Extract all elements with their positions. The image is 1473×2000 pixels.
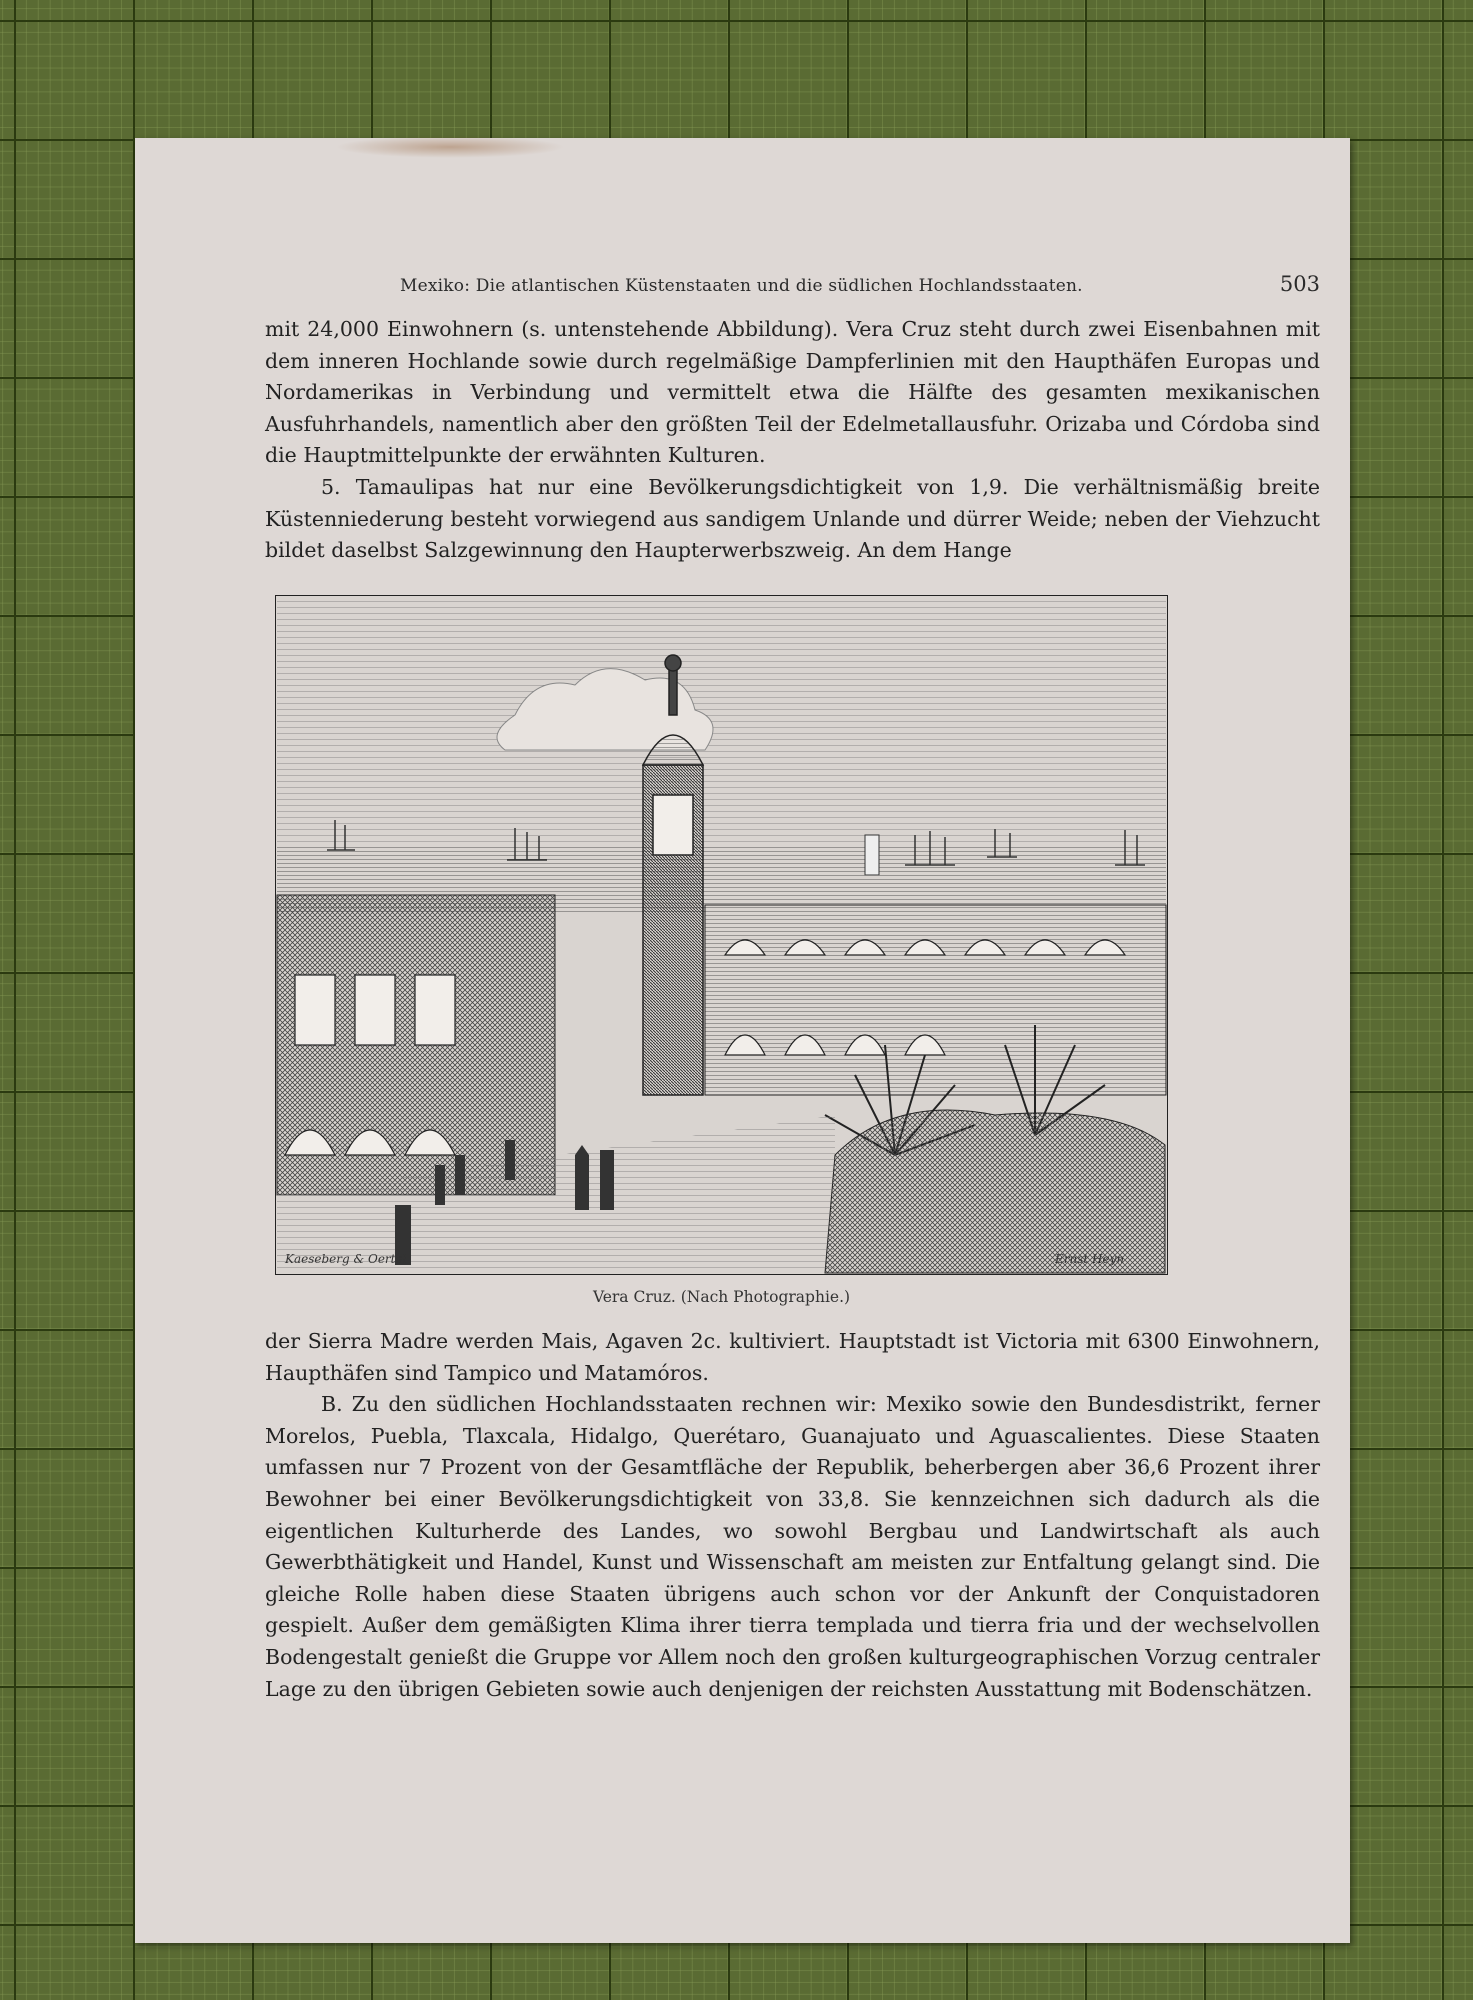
paper-stain: [335, 136, 565, 158]
paragraph: mit 24,000 Einwohnern (s. untenstehende Abbildung). Vera Cruz steht durch zwei Eisenbahnen mit dem inneren Hochlande sowie durch regelmäßige Dampferlinien mit den Haupthäfen Europas und Nordamerikas in Verbindung und vermittelt etwa die Hälfte des gesamten mexikanischen Ausfuhrhandels, namentlich aber den größten Teil der Edelmetallausfuhr. Orizaba und Córdoba sind die Hauptmittelpunkte der erwähnten Kulturen.: [265, 317, 1320, 468]
artist-signature: Ernst Heyn: [1055, 1252, 1125, 1266]
figure-caption: Vera Cruz. (Nach Photographie.): [592, 1288, 851, 1306]
paragraph: 5. Tamaulipas hat nur eine Bevölkerungsdichtigkeit von 1,9. Die verhältnismäßig breite Küstenniederung besteht vorwiegend aus sandigem Unlande und dürrer Weide; neben der Viehzucht bildet daselbst Salzgewinnung den Haupterwerbszweig. An dem Hange: [265, 474, 1320, 563]
body-text-bottom: [265, 1326, 1320, 1705]
paragraph: der Sierra Madre werden Mais, Agaven 2c. kultiviert. Hauptstadt ist Victoria mit 6300 Einwohnern, Haupthäfen sind Tampico und Matamóros.: [265, 1329, 1320, 1385]
page-number: 503: [1279, 272, 1320, 296]
engraver-signature: Kaeseberg & Oertel: [285, 1252, 407, 1266]
book-page: [135, 138, 1350, 1943]
body-text-top: [265, 314, 1320, 567]
running-title: Mexiko: Die atlantischen Küstenstaaten und die südlichen Hochlandsstaaten.: [400, 276, 1083, 296]
running-head: [400, 272, 1320, 302]
paragraph: B. Zu den südlichen Hochlandsstaaten rechnen wir: Mexiko sowie den Bundesdistrikt, ferner Morelos, Puebla, Tlaxcala, Hidalgo, Querétaro, Guanajuato und Aguascalientes. Diese Staaten umfassen nur 7 Prozent von der Gesamtfläche der Republik, beherbergen aber 36,6 Prozent ihrer Bewohner bei einer Bevölkerungsdichtigkeit von 33,8. Sie kennzeichnen sich dadurch als die eigentlichen Kulturherde des Landes, wo sowohl Bergbau und Landwirtschaft als auch Gewerbthätigkeit und Handel, Kunst und Wissenschaft am meisten zur Entfaltung gelangt sind. Die gleiche Rolle haben diese Staaten übrigens auch schon vor der Ankunft der Conquistadoren gespielt. Außer dem gemäßigten Klima ihrer tierra templada und tierra fria und der wechselvollen Bodengestalt genießt die Gruppe vor Allem noch den großen kulturgeographischen Vorzug centraler Lage zu den übrigen Gebieten sowie auch denjenigen der reichsten Ausstattung mit Bodenschätzen.: [265, 1392, 1320, 1701]
engraving-vera-cruz: [275, 595, 1168, 1275]
